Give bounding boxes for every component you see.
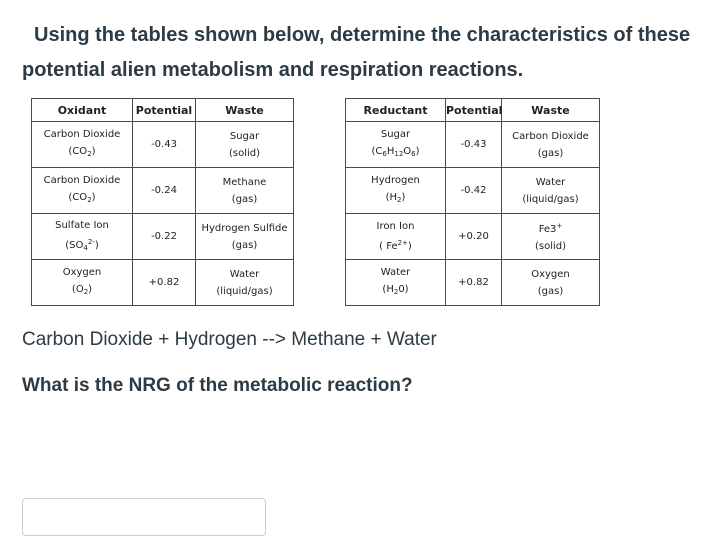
- oxidant-formula: $(O_2)$: [71, 284, 93, 296]
- formula-subscript: 4: [83, 243, 88, 252]
- potential-value: -0.42: [446, 168, 502, 214]
- table-row: [32, 214, 294, 260]
- waste-cell: [196, 122, 294, 168]
- waste-name: Carbon Dioxide: [512, 130, 589, 142]
- reductant-cell: [346, 168, 446, 214]
- question-text: [22, 18, 712, 88]
- potential-value: +0.20: [446, 214, 502, 260]
- waste-cell: [502, 168, 600, 214]
- answer-input[interactable]: [22, 498, 266, 536]
- waste-state: (gas): [231, 239, 258, 251]
- oxidant-formula: $(SO_4^{2-})$: [65, 237, 99, 252]
- reductant-name: Iron Ion: [376, 221, 415, 232]
- table-row: [32, 122, 294, 168]
- reductant-formula: $(C_6H_{12}O_6)$: [371, 146, 420, 158]
- formula-subscript: 2: [83, 288, 89, 296]
- waste-state: (gas): [231, 193, 258, 205]
- header-reductant: Reductant: [346, 99, 446, 122]
- waste-state: (solid): [228, 147, 261, 159]
- formula-subscript: 2: [393, 288, 399, 296]
- oxidant-name: Carbon Dioxide: [43, 175, 121, 186]
- potential-value: +0.82: [133, 260, 196, 306]
- waste-name: Water: [229, 268, 260, 280]
- reductant-name: Water: [380, 267, 411, 278]
- oxidant-formula: $(CO_2)$: [68, 146, 96, 158]
- oxidant-table: [31, 98, 294, 306]
- reductant-name: Sugar: [380, 129, 411, 140]
- waste-state: (gas): [537, 147, 564, 159]
- waste-name: Sugar: [229, 130, 260, 142]
- oxidant-name: Carbon Dioxide: [43, 129, 121, 140]
- formula-subscript: 2: [87, 150, 92, 158]
- waste-cell: [502, 122, 600, 168]
- oxidant-name: Oxygen: [62, 267, 102, 278]
- table-row: [32, 168, 294, 214]
- potential-value: -0.24: [133, 168, 196, 214]
- formula-superscript: 2+: [397, 239, 408, 247]
- table-row: [346, 260, 600, 306]
- waste-name: Methane: [222, 176, 267, 188]
- table-row: [346, 122, 600, 168]
- header-waste: Waste: [502, 99, 600, 122]
- waste-name: Fe3: [538, 224, 557, 235]
- potential-value: -0.43: [446, 122, 502, 168]
- waste-name: Oxygen: [531, 268, 570, 280]
- question-line-2: potential alien metabolism and respiration reactions.: [22, 59, 524, 81]
- reductant-table: [345, 98, 600, 306]
- header-oxidant: Oxidant: [32, 99, 133, 122]
- waste-state: (solid): [534, 241, 567, 252]
- reductant-name: Hydrogen: [371, 175, 420, 186]
- waste-state: (gas): [537, 285, 564, 297]
- table-row: [346, 214, 600, 260]
- formula-subscript: 2: [397, 196, 402, 204]
- oxidant-name: Sulfate Ion: [55, 219, 109, 231]
- potential-value: -0.43: [133, 122, 196, 168]
- waste-cell: [196, 260, 294, 306]
- formula-subscript: 2: [87, 196, 92, 204]
- question-line-1: Using the tables shown below, determine the characteristics of these: [34, 24, 691, 46]
- reductant-formula: ( $Fe^{2+}$): [379, 239, 412, 252]
- potential-value: -0.22: [133, 214, 196, 260]
- oxidant-cell: [32, 214, 133, 260]
- waste-cell: [502, 260, 600, 306]
- reductant-cell: [346, 260, 446, 306]
- formula-subscript: 6: [411, 150, 416, 158]
- header-potential: Potential: [133, 99, 196, 122]
- waste-superscript: +: [556, 222, 563, 230]
- waste-cell: [502, 214, 600, 260]
- potential-value: +0.82: [446, 260, 502, 306]
- table-row: [346, 168, 600, 214]
- waste-name: Hydrogen Sulfide: [201, 222, 288, 234]
- reductant-formula: $(H_2)$: [385, 192, 406, 204]
- waste-cell: [196, 168, 294, 214]
- formula-superscript: 2-: [87, 237, 95, 246]
- header-waste: Waste: [196, 99, 294, 122]
- formula-subscript: 6: [382, 150, 387, 158]
- reductant-cell: [346, 122, 446, 168]
- formula-subscript: 12: [394, 150, 404, 158]
- header-potential: Potential: [446, 99, 502, 122]
- waste-state: (liquid/gas): [216, 285, 273, 297]
- waste-state: (liquid/gas): [522, 193, 579, 205]
- waste-cell: [196, 214, 294, 260]
- oxidant-formula: $(CO_2)$: [68, 192, 96, 204]
- reductant-cell: [346, 214, 446, 260]
- table-row: [32, 260, 294, 306]
- reaction-equation: Carbon Dioxide + Hydrogen --> Methane + Water: [22, 329, 437, 350]
- oxidant-cell: [32, 122, 133, 168]
- waste-name: Water: [535, 176, 566, 188]
- oxidant-cell: [32, 260, 133, 306]
- question-prompt: What is the NRG of the metabolic reaction?: [22, 375, 413, 396]
- oxidant-cell: [32, 168, 133, 214]
- reductant-formula: $(H_20)$: [382, 284, 409, 296]
